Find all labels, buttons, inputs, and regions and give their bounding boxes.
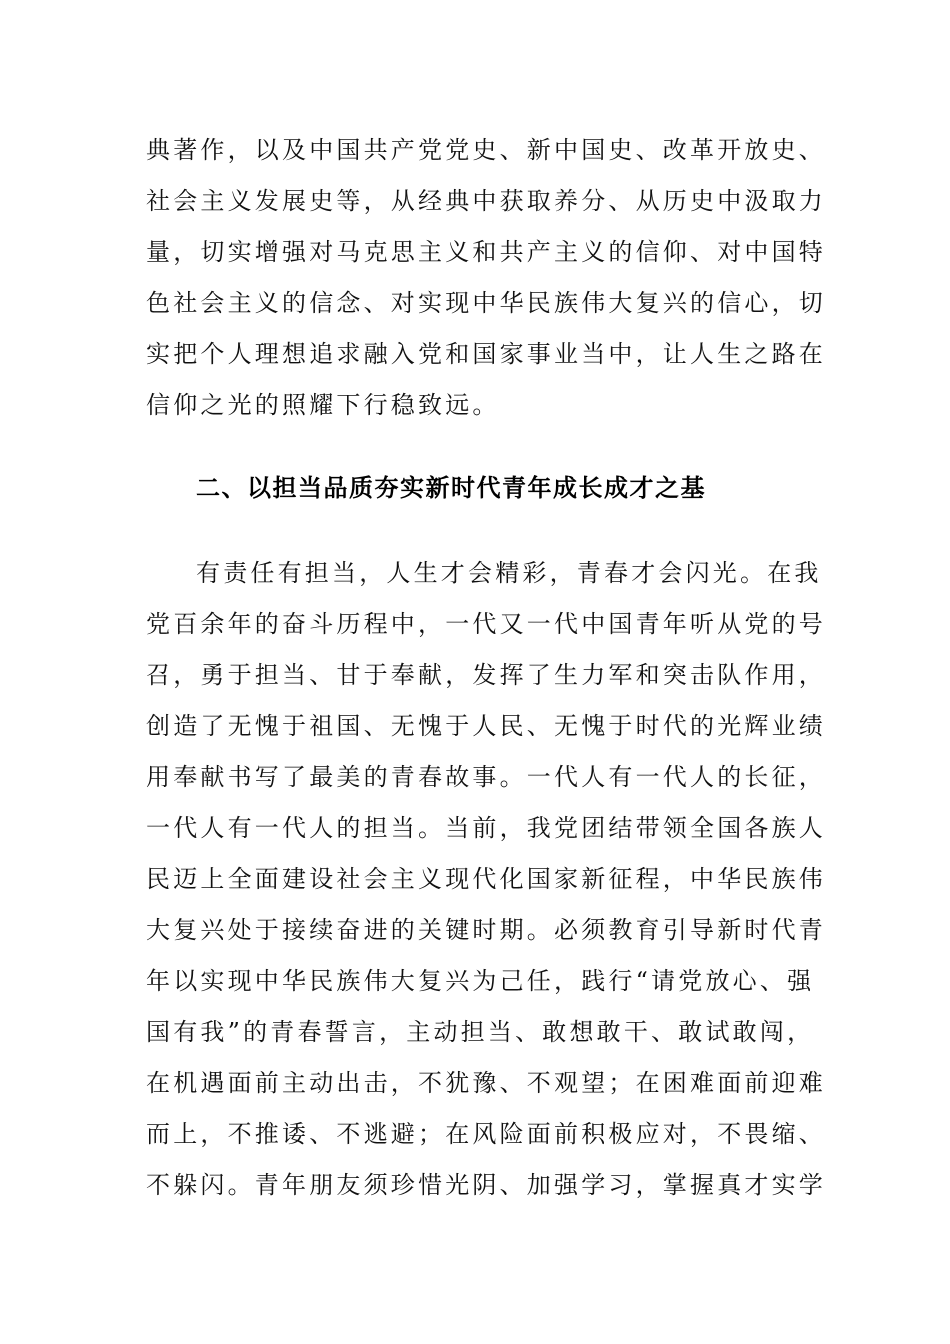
paragraph-line: 召，勇于担当、甘于奉献，发挥了生力军和突击队作用， xyxy=(146,661,826,689)
paragraph-line: 有责任有担当，人生才会精彩，青春才会闪光。在我 xyxy=(196,559,822,587)
paragraph-line: 典著作，以及中国共产党党史、新中国史、改革开放史、 xyxy=(146,136,826,164)
paragraph-line: 而上，不推诿、不逃避；在风险面前积极应对，不畏缩、 xyxy=(146,1120,826,1148)
paragraph-line: 社会主义发展史等，从经典中获取养分、从历史中汲取力 xyxy=(146,187,826,215)
paragraph-line: 国有我”的青春誓言，主动担当、敢想敢干、敢试敢闯， xyxy=(146,1018,815,1046)
paragraph-line: 年以实现中华民族伟大复兴为己任，践行“请党放心、强 xyxy=(146,967,815,995)
paragraph-line: 色社会主义的信念、对实现中华民族伟大复兴的信心，切 xyxy=(146,289,826,317)
paragraph-line: 创造了无愧于祖国、无愧于人民、无愧于时代的光辉业绩 xyxy=(146,712,826,740)
section-heading: 二、以担当品质夯实新时代青年成长成才之基 xyxy=(196,474,706,502)
paragraph-line: 不躲闪。青年朋友须珍惜光阴、加强学习，掌握真才实学 xyxy=(146,1171,826,1199)
paragraph-line: 民迈上全面建设社会主义现代化国家新征程，中华民族伟 xyxy=(146,865,826,893)
paragraph-line: 在机遇面前主动出击，不犹豫、不观望；在困难面前迎难 xyxy=(146,1069,826,1097)
paragraph-line: 大复兴处于接续奋进的关键时期。必须教育引导新时代青 xyxy=(146,916,826,944)
paragraph-line: 党百余年的奋斗历程中，一代又一代中国青年听从党的号 xyxy=(146,610,826,638)
paragraph-line: 信仰之光的照耀下行稳致远。 xyxy=(146,391,500,419)
paragraph-line: 一代人有一代人的担当。当前，我党团结带领全国各族人 xyxy=(146,814,826,842)
paragraph-line: 实把个人理想追求融入党和国家事业当中，让人生之路在 xyxy=(146,340,826,368)
paragraph-line: 用奉献书写了最美的青春故事。一代人有一代人的长征， xyxy=(146,763,826,791)
paragraph-line: 量，切实增强对马克思主义和共产主义的信仰、对中国特 xyxy=(146,238,826,266)
